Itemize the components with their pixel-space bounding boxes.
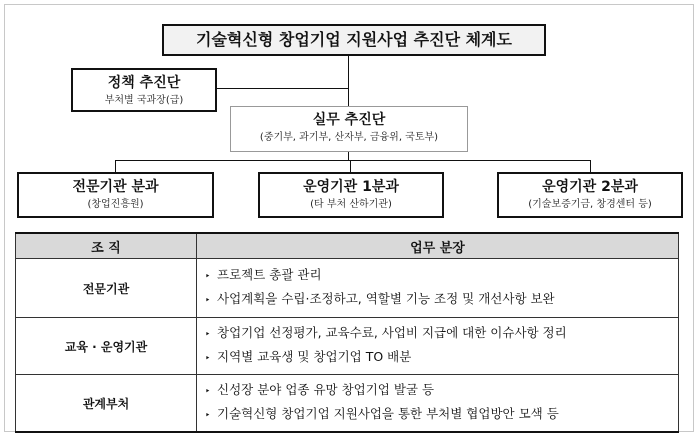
connector-branch-2 (350, 160, 351, 172)
duty-item (205, 322, 678, 346)
duty-text: 기술혁신형 창업기업 지원사업을 통한 부처별 협업방안 모색 등 (217, 406, 559, 421)
policy-group-box (71, 68, 217, 112)
working-group-box (230, 106, 468, 152)
branch-box-specialist (17, 172, 214, 218)
table-row (16, 375, 679, 433)
branch-members: (기술보증기금, 창경센터 등) (528, 199, 652, 210)
triangle-bullet-icon: ‣ (205, 387, 211, 397)
duty-cell (197, 318, 679, 375)
header-organization: 조 직 (16, 233, 197, 259)
triangle-bullet-icon: ‣ (205, 296, 211, 306)
branch-box-operation-1 (258, 172, 444, 218)
triangle-bullet-icon: ‣ (205, 272, 211, 282)
duty-item (205, 288, 678, 312)
duty-cell (197, 259, 679, 318)
duty-item (205, 264, 678, 288)
duty-text: 신성장 분야 업종 유망 창업기업 발굴 등 (217, 382, 435, 397)
connector-trunk-top (348, 56, 349, 106)
branch-members: (타 부처 산하기관) (310, 199, 392, 210)
org-cell: 관계부처 (16, 375, 197, 433)
table-row (16, 259, 679, 318)
connector-policy (217, 88, 348, 89)
duty-item (205, 379, 678, 403)
duty-text: 창업기업 선정평가, 교육수료, 사업비 지급에 대한 이슈사항 정리 (217, 325, 567, 340)
connector-branch-3 (590, 160, 591, 172)
policy-group-name: 정책 추진단 (107, 75, 181, 91)
duty-text: 프로젝트 총괄 관리 (217, 267, 322, 282)
connector-branch-bar (115, 160, 591, 161)
org-cell: 교육 · 운영기관 (16, 318, 197, 375)
diagram-title: 기술혁신형 창업기업 지원사업 추진단 체계도 (162, 24, 546, 56)
table-header-row (16, 233, 679, 259)
duty-item (205, 403, 678, 427)
duty-text: 지역별 교육생 및 창업기업 TO 배분 (217, 349, 412, 364)
branch-name: 전문기관 분과 (72, 179, 159, 195)
duty-cell (197, 375, 679, 433)
triangle-bullet-icon: ‣ (205, 354, 211, 364)
working-group-members: (중기부, 과기부, 산자부, 금융위, 국토부) (259, 132, 439, 143)
table-row (16, 318, 679, 375)
duty-text: 사업계획을 수립·조정하고, 역할별 기능 조정 및 개선사항 보완 (217, 291, 555, 306)
branch-members: (창업진흥원) (87, 199, 144, 210)
triangle-bullet-icon: ‣ (205, 411, 211, 421)
branch-name: 운영기관 1분과 (303, 179, 399, 195)
duty-item (205, 346, 678, 370)
policy-group-members: 부처별 국과장(급) (104, 95, 184, 106)
branch-box-operation-2 (497, 172, 683, 218)
org-cell: 전문기관 (16, 259, 197, 318)
connector-trunk-bottom (348, 152, 349, 160)
connector-branch-1 (115, 160, 116, 172)
triangle-bullet-icon: ‣ (205, 330, 211, 340)
branch-name: 운영기관 2분과 (542, 179, 638, 195)
responsibility-table (15, 232, 679, 433)
working-group-name: 실무 추진단 (312, 112, 386, 128)
header-duties: 업무 분장 (197, 233, 679, 259)
